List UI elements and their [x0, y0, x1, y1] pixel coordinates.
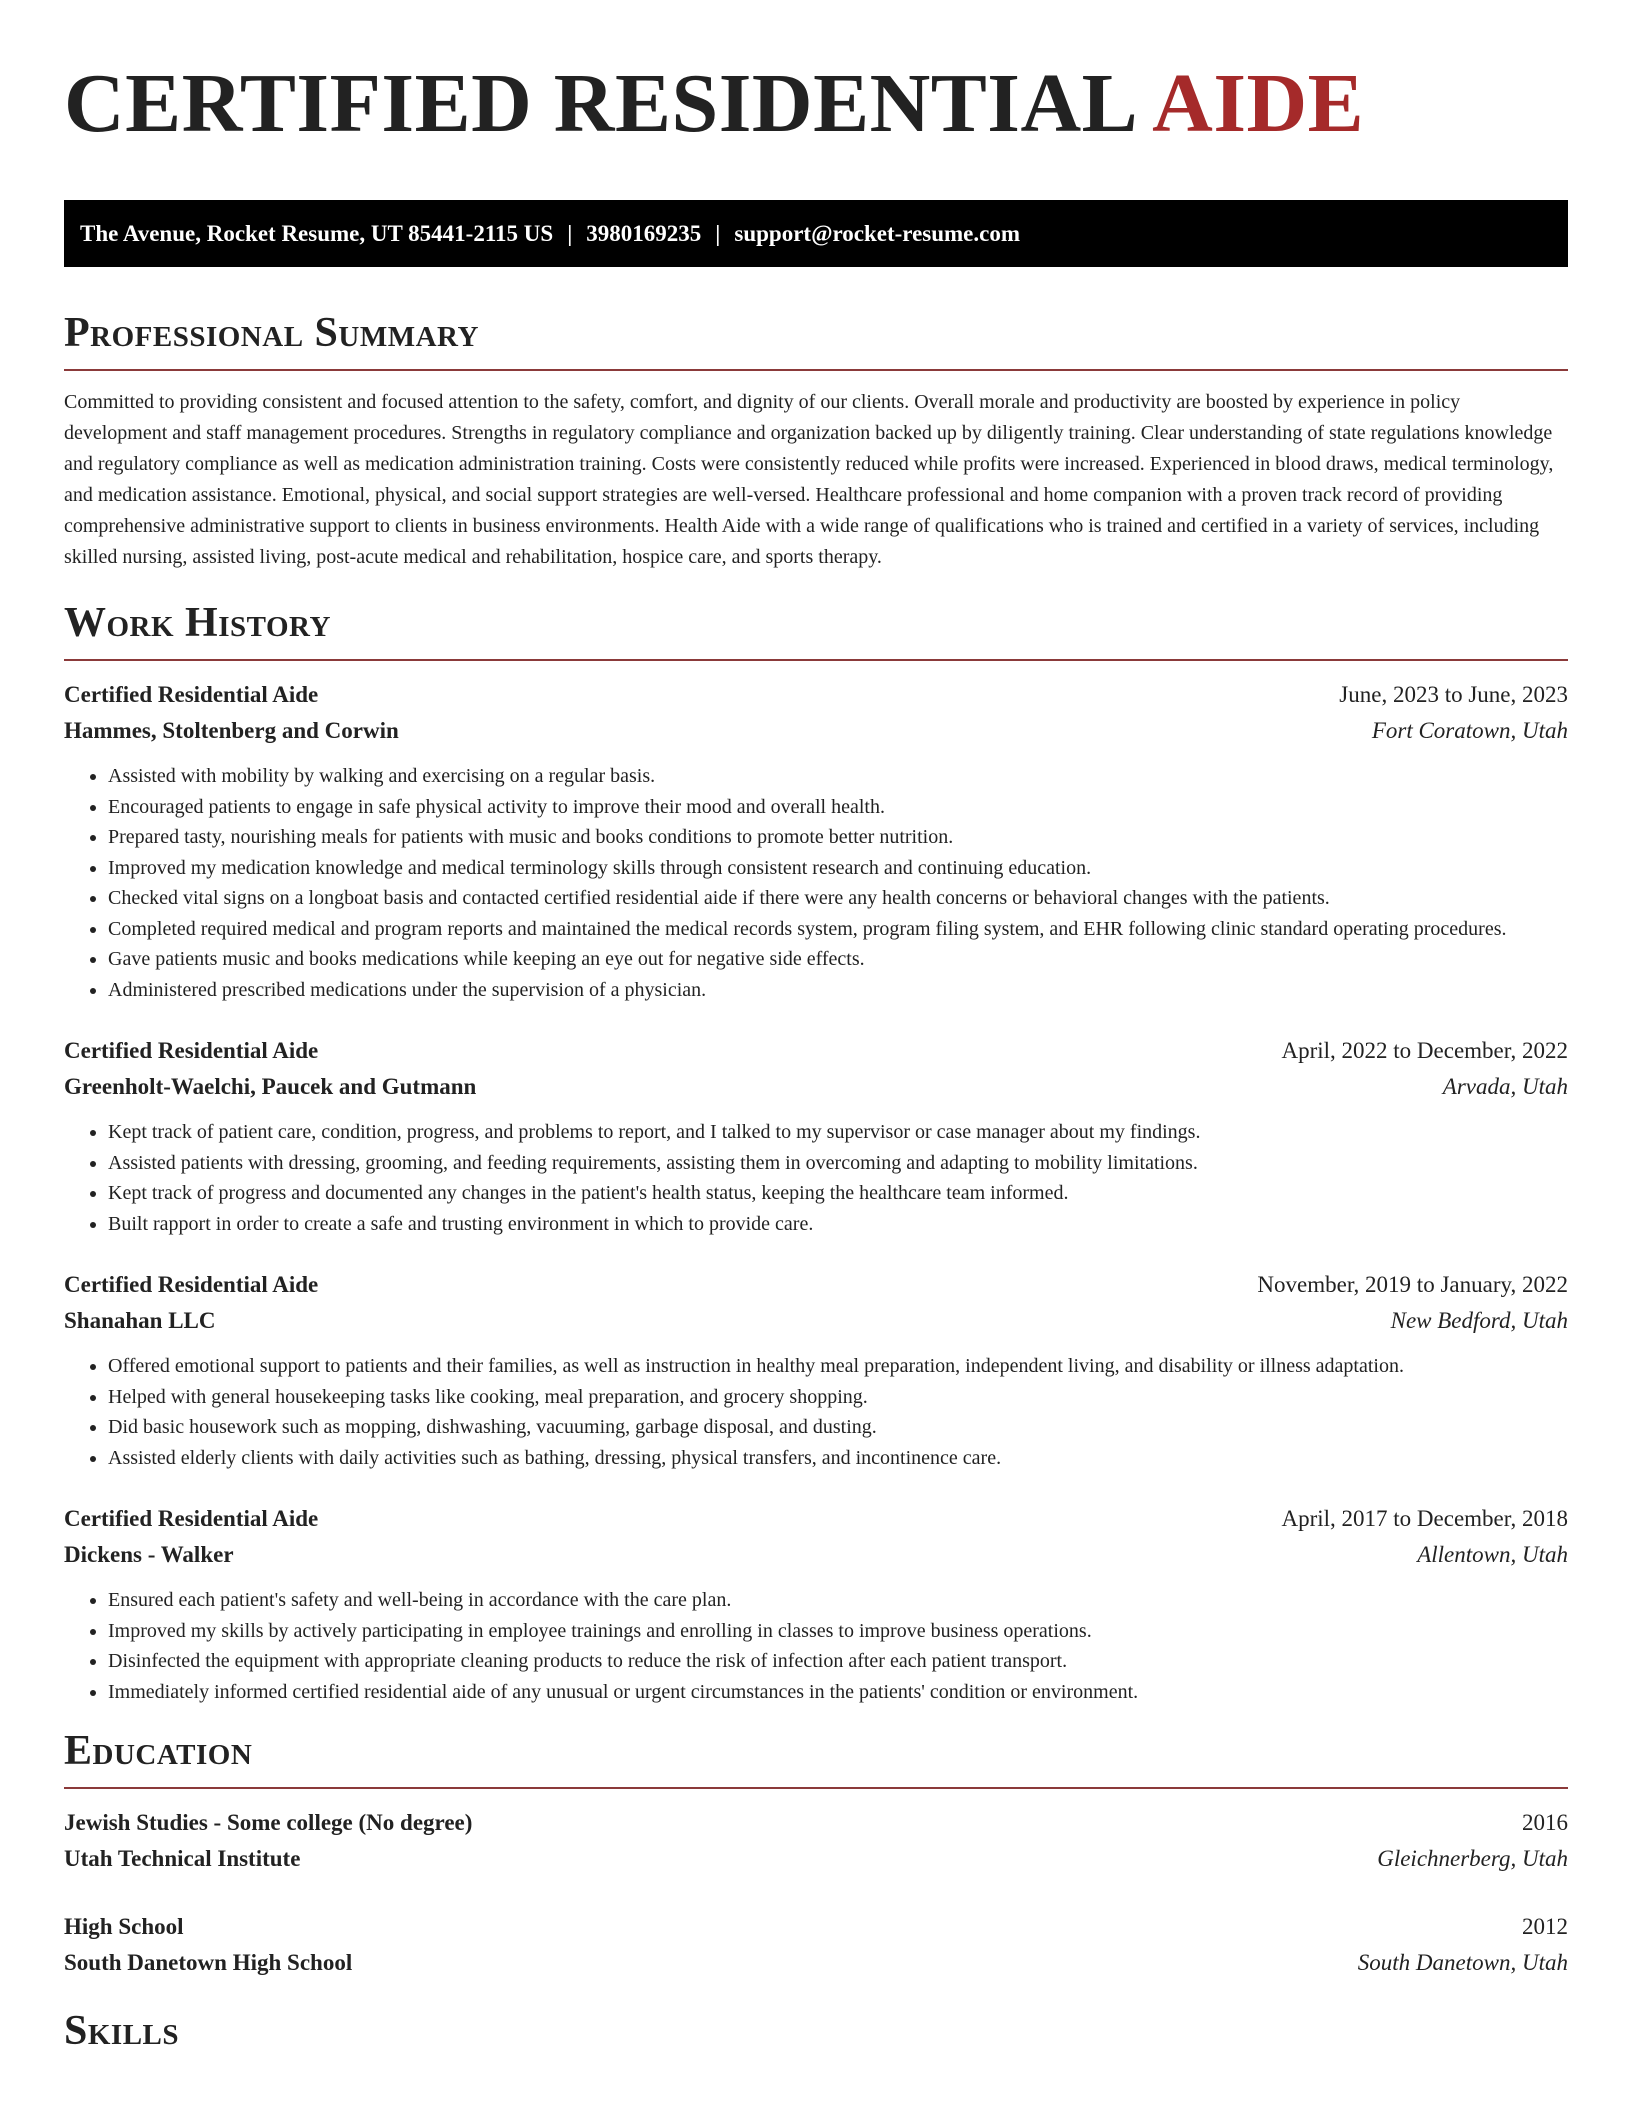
job-location: New Bedford, Utah [1390, 1308, 1568, 1333]
education-year: 2016 [1522, 1810, 1568, 1835]
job-title: Certified Residential Aide [64, 1038, 319, 1063]
job-bullets [64, 1351, 1568, 1473]
work-section [64, 597, 1568, 1707]
list-item: • Checked vital signs on a longboat basis and contacted certified residential aide if there were any health concerns or behavioral changes with the patients. [108, 883, 1568, 914]
contact-separator: | [715, 221, 721, 246]
education-school: South Danetown High School [64, 1950, 353, 1975]
list-item: • Immediately informed certified residential aide of any unusual or urgent circumstances in the patients' condition or environment. [108, 1677, 1568, 1708]
list-item: • Helped with general housekeeping tasks like cooking, meal preparation, and grocery shopping. [108, 1382, 1568, 1413]
section-divider [64, 659, 1568, 661]
list-item: • Improved my medication knowledge and medical terminology skills through consistent research and continuing education. [108, 853, 1568, 884]
list-item: • Did basic housework such as mopping, dishwashing, vacuuming, garbage disposal, and dusting. [108, 1412, 1568, 1443]
list-item: • Ensured each patient's safety and well-being in accordance with the care plan. [108, 1585, 1568, 1616]
job-title: Certified Residential Aide [64, 1506, 319, 1531]
list-item: • Offered emotional support to patients and their families, as well as instruction in healthy meal preparation, independent living, and disability or illness adaptation. [108, 1351, 1568, 1382]
job-dates: November, 2019 to January, 2022 [1257, 1272, 1568, 1297]
list-item: • Encouraged patients to engage in safe physical activity to improve their mood and overall health. [108, 792, 1568, 823]
job-title: Certified Residential Aide [64, 682, 319, 707]
list-item: • Assisted with mobility by walking and exercising on a regular basis. [108, 761, 1568, 792]
list-item: • Gave patients music and books medications while keeping an eye out for negative side effects. [108, 944, 1568, 975]
job-header [64, 1501, 1568, 1537]
list-item: • Built rapport in order to create a safe and trusting environment in which to provide care. [108, 1209, 1568, 1240]
job-bullets [64, 1585, 1568, 1707]
education-subheader [64, 1945, 1568, 1981]
education-entry [64, 1805, 1568, 1877]
skills-section [64, 2005, 1568, 2057]
job-company: Dickens - Walker [64, 1542, 234, 1567]
education-header [64, 1805, 1568, 1841]
list-item: • Kept track of progress and documented any changes in the patient's health status, keeping the healthcare team informed. [108, 1178, 1568, 1209]
job-company: Shanahan LLC [64, 1308, 216, 1333]
job-subheader [64, 713, 1568, 749]
list-item: • Kept track of patient care, condition, progress, and problems to report, and I talked to my supervisor or case manager about my findings. [108, 1117, 1568, 1148]
list-item: • Prepared tasty, nourishing meals for patients with music and books conditions to promote better nutrition. [108, 822, 1568, 853]
section-title-work: Work History [64, 600, 331, 646]
job-location: Allentown, Utah [1417, 1542, 1568, 1567]
job-subheader [64, 1537, 1568, 1573]
job-bullets [64, 1117, 1568, 1239]
education-location: South Danetown, Utah [1357, 1950, 1568, 1975]
education-section [64, 1725, 1568, 1981]
job-company: Hammes, Stoltenberg and Corwin [64, 718, 399, 743]
resume-name [64, 0, 1568, 176]
list-item: • Assisted patients with dressing, grooming, and feeding requirements, assisting them in overcoming and adapting to mobility limitations. [108, 1148, 1568, 1179]
name-last: AIDE [1152, 57, 1365, 150]
name-first: CERTIFIED RESIDENTIAL [64, 57, 1139, 150]
job-dates: April, 2022 to December, 2022 [1281, 1038, 1568, 1063]
job-title: Certified Residential Aide [64, 1272, 319, 1297]
job-company: Greenholt-Waelchi, Paucek and Gutmann [64, 1074, 477, 1099]
contact-address: The Avenue, Rocket Resume, UT 85441-2115 US [80, 221, 554, 246]
job-entry [64, 677, 1568, 1005]
education-degree: Jewish Studies - Some college (No degree) [64, 1810, 473, 1835]
job-subheader [64, 1303, 1568, 1339]
list-item: • Completed required medical and program reports and maintained the medical records system, program filing system, and EHR following clinic standard operating procedures. [108, 914, 1568, 945]
education-year: 2012 [1522, 1914, 1568, 1939]
education-school: Utah Technical Institute [64, 1846, 301, 1871]
job-dates: April, 2017 to December, 2018 [1281, 1506, 1568, 1531]
section-divider [64, 1787, 1568, 1789]
job-header [64, 1033, 1568, 1069]
education-subheader [64, 1841, 1568, 1877]
section-title-summary: Professional Summary [64, 310, 479, 356]
section-title-skills: Skills [64, 2008, 180, 2054]
contact-bar [64, 200, 1568, 267]
job-entry [64, 1267, 1568, 1473]
education-degree: High School [64, 1914, 184, 1939]
list-item: • Improved my skills by actively participating in employee trainings and enrolling in classes to improve business operations. [108, 1616, 1568, 1647]
job-dates: June, 2023 to June, 2023 [1339, 682, 1568, 707]
section-divider [64, 369, 1568, 371]
summary-section [64, 307, 1568, 573]
job-header [64, 1267, 1568, 1303]
education-location: Gleichnerberg, Utah [1377, 1846, 1568, 1871]
contact-separator: | [567, 221, 573, 246]
job-subheader [64, 1069, 1568, 1105]
education-header [64, 1909, 1568, 1945]
list-item: • Disinfected the equipment with appropriate cleaning products to reduce the risk of infection after each patient transport. [108, 1646, 1568, 1677]
summary-text: Committed to providing consistent and focused attention to the safety, comfort, and dignity of our clients. Overall morale and productivity are boosted by experience in policy development and staff management procedures. Strengths in regulatory compliance and organization backed up by diligently training. Clear understanding of state regulations knowledge and regulatory compliance as well as medication administration training. Costs were consistently reduced while profits were increased. Experienced in blood draws, medical terminology, and medication assistance. Emotional, physical, and social support strategies are well-versed. Healthcare professional and home companion with a proven track record of providing comprehensive administrative support to clients in business environments. Health Aide with a wide range of qualifications who is trained and certified in a variety of services, including skilled nursing, assisted living, post-acute medical and rehabilitation, hospice care, and sports therapy. [64, 391, 1554, 568]
job-location: Fort Coratown, Utah [1371, 718, 1568, 743]
job-location: Arvada, Utah [1442, 1074, 1568, 1099]
list-item: • Assisted elderly clients with daily activities such as bathing, dressing, physical transfers, and incontinence care. [108, 1443, 1568, 1474]
contact-email: support@rocket-resume.com [734, 221, 1021, 246]
section-title-education: Education [64, 1728, 253, 1774]
job-entry [64, 1501, 1568, 1707]
job-header [64, 677, 1568, 713]
education-entry [64, 1909, 1568, 1981]
job-bullets [64, 761, 1568, 1005]
contact-phone: 3980169235 [586, 221, 702, 246]
job-entry [64, 1033, 1568, 1239]
list-item: • Administered prescribed medications under the supervision of a physician. [108, 975, 1568, 1006]
